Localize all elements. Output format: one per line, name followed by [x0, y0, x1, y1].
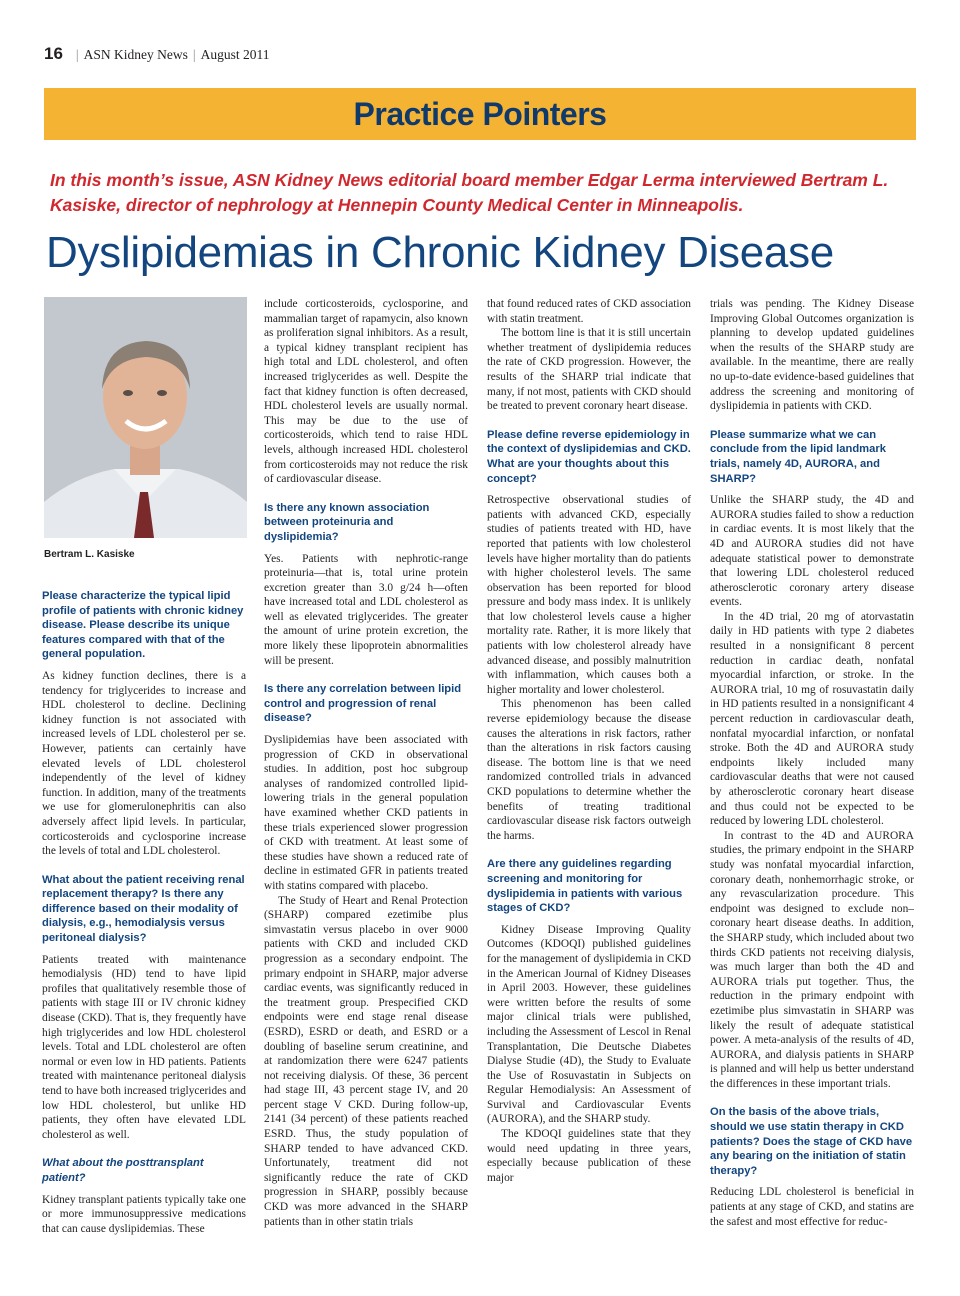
article-headline: Dyslipidemias in Chronic Kidney Disease: [46, 228, 834, 277]
article-column-2: [264, 297, 468, 1229]
body-paragraph: The bottom line is that it is still uncertain whether treatment of dyslipidemia reduces the rate of CKD progression. However, the results of the SHARP trial indicate that many, if not most, patients with CKD should be treated to prevent coronary heart disease.: [487, 327, 691, 413]
publication-name: ASN Kidney News: [83, 47, 188, 62]
body-paragraph: Reducing LDL cholesterol is beneficial in patients at any stage of CKD, and statins are the safest and most effective for reduc-: [710, 1186, 914, 1228]
interview-question: What about the patient receiving renal replacement therapy? Is there any difference based on their modality of dialysis, e.g., hemodialysis versus peritoneal dialysis?: [42, 873, 245, 945]
article-column-1: [42, 589, 246, 1236]
body-paragraph: Retrospective observational studies of patients with advanced CKD, especially studies of patients treated with HD, have reported that patients with low cholesterol levels have higher mortality than do patients with higher cholesterol levels. The same observation has been reported for blood pressure and body mass index. It is unlikely that low cholesterol levels cause a higher mortality rate. Rather, it is more likely that patients with low cholesterol already have advanced disease, and possibly malnutrition with inflammation, which causes both a higher mortality and lower cholesterol.: [487, 494, 691, 696]
body-paragraph: The KDOQI guidelines state that they would need updating in three years, especially because publication of these major: [487, 1128, 691, 1184]
portrait-illustration: [44, 297, 247, 538]
body-paragraph: Unlike the SHARP study, the 4D and AURORA studies failed to show a reduction in cardiac events. It is most likely that the 4D and AURORA studies did not have adequate statistical power to demonstrate that lowering LDL cholesterol reduced atherosclerotic coronary artery disease events.: [710, 494, 914, 609]
interview-question: Is there any known association between proteinuria and dyslipidemia?: [264, 501, 430, 543]
body-paragraph: As kidney function declines, there is a tendency for triglycerides to increase and HDL cholesterol to decline. Declining kidney function is not associated with increased levels of LDL cholesterol per se. However, patients can certainly have elevated levels of LDL cholesterol independently of the level of kidney function. In addition, many of the treatments we use for glomerulonephritis can also adversely affect lipid levels. In particular, corticosteroids and cyclosporine increase the levels of total and LDL cholesterol.: [42, 669, 246, 858]
section-banner: [44, 88, 916, 140]
article-column-4: [710, 297, 914, 1229]
author-photo: [44, 297, 247, 538]
article-column-3: [487, 297, 691, 1185]
body-paragraph: Dyslipidemias have been associated with progression of CKD in observational studies. In addition, post hoc subgroup analyses of randomized controlled lipid-lowering trials in the general population have examined whether CKD patients in these trials experienced slower progression of CKD with treatment. At least some of these studies have shown a reduced rate of decline in estimated GFR in patients treated with statins compared with placebo.: [264, 734, 468, 892]
running-header: [44, 44, 269, 64]
interview-question: Is there any correlation between lipid control and progression of renal disease?: [264, 683, 462, 725]
body-paragraph: This phenomenon has been called reverse epidemiology because the disease causes the alterations in risk factors, rather than the alterations in risk factors causing disease. The bottom line is that we need randomized controlled trials in advanced CKD populations to determine whether the benefits of treating traditional cardiovascular disease risk factors outweigh the harms.: [487, 698, 691, 842]
body-paragraph: include corticosteroids, cyclosporine, and mammalian target of rapamycin, also known as proliferation signal inhibitors. As a result, a typical kidney transplant recipient has high total and LDL cholesterol, and often increased triglycerides as well. Despite the fact that kidney function is often decreased, HDL cholesterol levels are usually normal. This may be due to the use of corticosteroids, which tend to raise HDL levels, although increased HDL cholesterol from corticosteroids may not reduce the risk of cardiovascular disease.: [264, 298, 468, 486]
interview-question: Please summarize what we can conclude from the lipid landmark trials, namely 4D, AURORA, and SHARP?: [710, 428, 886, 485]
interview-question: Please characterize the typical lipid profile of patients with chronic kidney disease. Please describe its unique features compared with that of the general population.: [42, 590, 244, 661]
section-title: Practice Pointers: [353, 95, 607, 132]
body-paragraph: The Study of Heart and Renal Protection (SHARP) compared ezetimibe plus simvastatin versus placebo in over 9000 patients with CKD and included CKD progression as a secondary endpoint. The primary endpoint in SHARP, major adverse cardiac events, was significantly reduced in the treatment group. Prespecified CKD endpoints were end stage renal disease (ESRD), ESRD or death, and ESRD or a doubling of baseline serum creatinine, and at randomization there were 6247 patients not receiving dialysis. Of these, 36 percent had stage III, 43 percent stage IV, and 20 percent stage V CKD. During follow-up, 2141 (34 percent) of these patients reached ESRD. Thus, the study population of SHARP tended to have advanced CKD. Unfortunately, treatment did not significantly reduce the rate of CKD progression in SHARP, possibly because CKD was more advanced in the SHARP patients than in other statin trials: [264, 894, 468, 1228]
body-paragraph: Kidney Disease Improving Quality Outcomes (KDOQI) published guidelines for the management of dyslipidemia in CKD in the American Journal of Kidney Diseases in April 2003. However, these guidelines were written before the results of some major clinical trials were published, including the Assessment of Lescol in Renal Transplantation, Die Deutsche Diabetes Dialyse Studie (4D), the Study to Evaluate the Use of Rosuvastatin in Subjects on Regular Hemodialysis: An Assessment of Survival and Cardiovascular Events (AURORA), and the SHARP study.: [487, 923, 691, 1126]
body-paragraph: In contrast to the 4D and AURORA studies, the primary endpoint in the SHARP study was nonfatal myocardial infarction, coronary death, nonhemorrhagic stroke, or any revascularization procedure. This endpoint was designed to exclude non–coronary heart disease deaths. In addition, the SHARP study, which included about two thirds CKD patients not receiving dialysis, was much larger than both the 4D and AURORA trials put together. Thus, the reduction in the primary endpoint with ezetimibe plus simvastatin in SHARP was likely the result of adequate statistical power. A meta-analysis of the results of 4D, AURORA, and dialysis patients in SHARP is planned and will help us better understand the differences in these important trials.: [710, 829, 914, 1090]
body-paragraph: that found reduced rates of CKD association with statin treatment.: [487, 298, 691, 325]
body-paragraph: Yes. Patients with nephrotic-range proteinuria—that is, total urine protein excretion greater than 3.0 g/24 h—often have increased total and LDL cholesterol as well as elevated triglycerides. The greater the amount of urine protein excretion, the more likely these lipoprotein abnormalities will be present.: [264, 552, 468, 667]
body-paragraph: trials was pending. The Kidney Disease Improving Global Outcomes organization is planning to develop updated guidelines when the results of the SHARP study are available. In the meantime, there are really no up-to-date evidence-based guidelines that address the screening and monitoring of dyslipidemia in patients with CKD.: [710, 298, 914, 413]
intro-deck: In this month’s issue, ASN Kidney News editorial board member Edgar Lerma interviewed Bertram L. Kasiske, director of nephrology at Hennepin County Medical Center in Minneapolis.: [50, 170, 889, 215]
body-paragraph: Kidney transplant patients typically take one or more immunosuppressive medications that can cause dyslipidemias. These: [42, 1193, 246, 1235]
interview-question: Are there any guidelines regarding screening and monitoring for dyslipidemia in patients with various stages of CKD?: [487, 858, 683, 915]
page-number: 16: [44, 44, 63, 63]
issue-date: August 2011: [200, 47, 270, 62]
interview-question: What about the posttransplant patient?: [42, 1157, 204, 1184]
body-paragraph: In the 4D trial, 20 mg of atorvastatin daily in HD patients with type 2 diabetes resulted in a nonsignificant 8 percent reduction in cardiac death, nonfatal myocardial infarction, or stroke. In the AURORA trial, 10 mg of rosuvastatin daily in HD patients resulted in a nonsignificant 4 percent reduction in cardiovascular death, nonfatal myocardial infarction, or nonfatal stroke. Both the 4D and AURORA study endpoints likely included many cardiovascular deaths that were not caused by atherosclerotic coronary heart disease and thus could not be expected to be reduced by lowering LDL cholesterol.: [710, 610, 914, 828]
photo-caption: Bertram L. Kasiske: [44, 549, 135, 560]
body-paragraph: Patients treated with maintenance hemodialysis (HD) tend to have lipid profiles that qualitatively resemble those of patients with stage III or IV chronic kidney disease (CKD). That is, they frequently have high triglycerides and low HDL cholesterol levels. Total and LDL cholesterol are often normal or even low in HD patients. Patients treated with maintenance peritoneal dialysis tend to have both increased triglycerides and low HDL cholesterol, but unlike HD patients, they often have elevated LDL cholesterol as well.: [42, 953, 246, 1141]
interview-question: Please define reverse epidemiology in the context of dyslipidemias and CKD. What are your thoughts about this concept?: [487, 428, 691, 485]
header-divider: |: [192, 47, 196, 62]
header-divider: |: [75, 47, 79, 62]
interview-question: On the basis of the above trials, should we use statin therapy in CKD patients? Does the stage of CKD have any bearing on the initiation of statin therapy?: [710, 1106, 913, 1177]
